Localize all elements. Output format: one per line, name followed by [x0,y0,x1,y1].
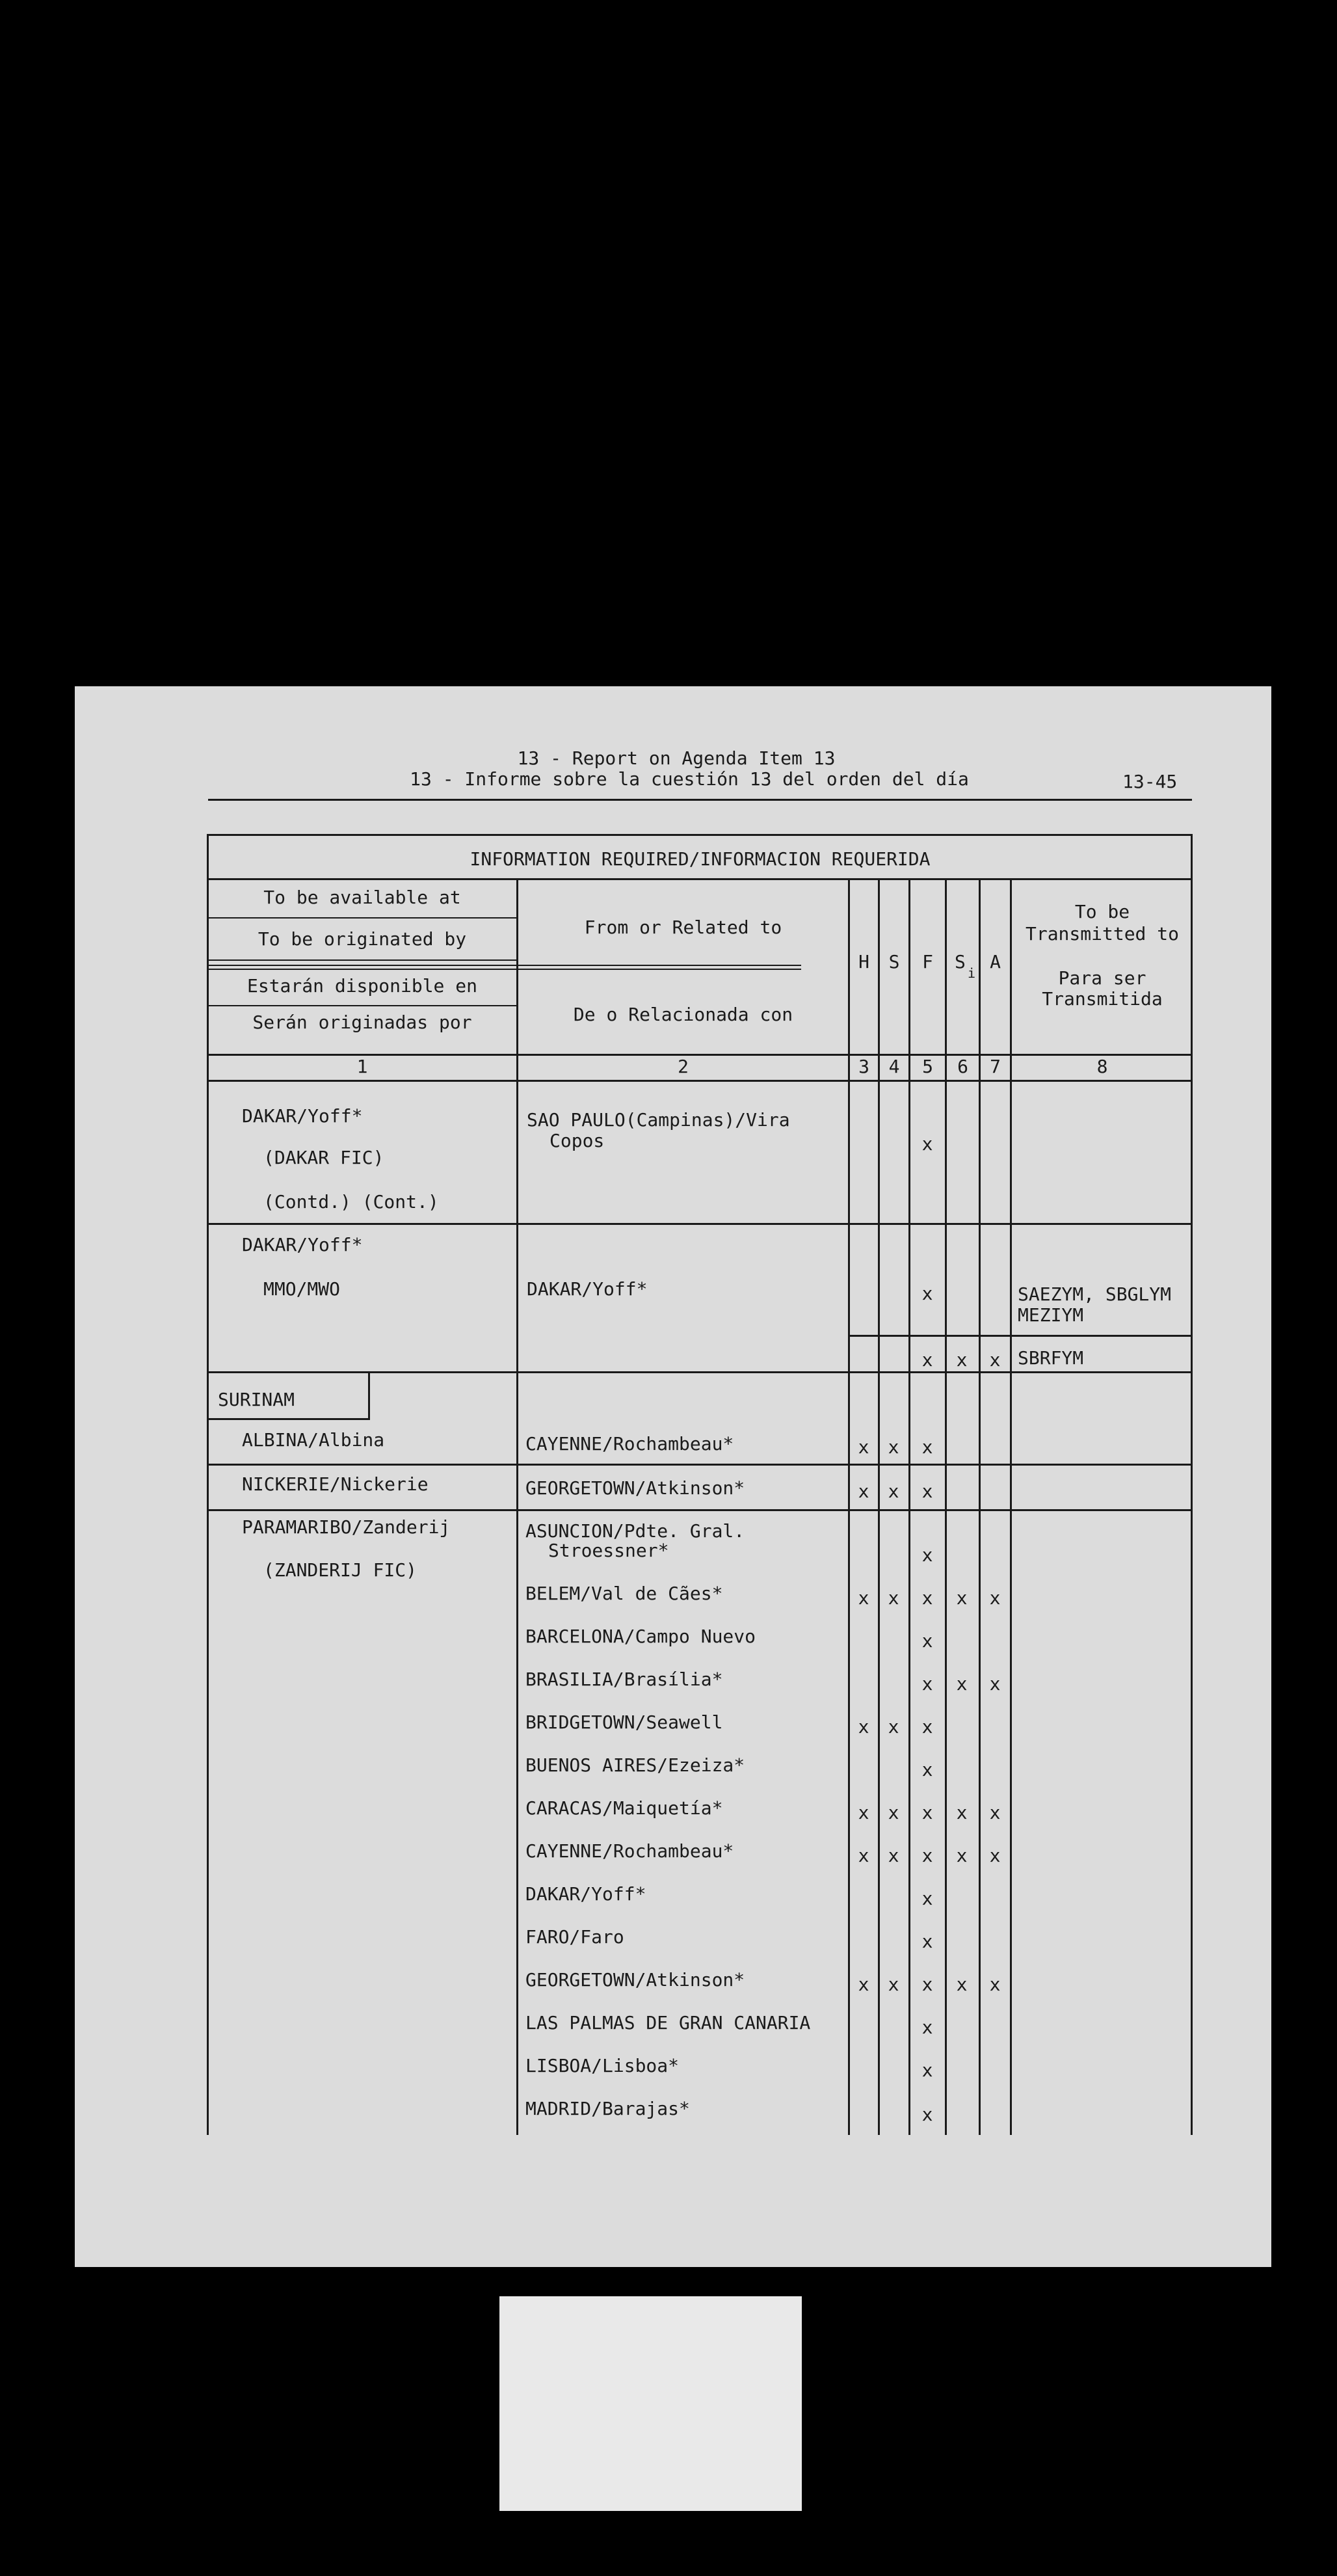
col-number-5: 5 [922,1056,933,1077]
mark-f: x [921,1544,933,1566]
source-barcelona: BARCELONA/Campo Nuevo [525,1626,756,1647]
sub-row-rule [848,1335,1193,1337]
mark-h: x [858,1436,869,1458]
mark-si: x [956,1974,968,1995]
mark-f: x [921,1349,933,1371]
mark-s: x [888,1802,899,1823]
col2-from-related: From or Related to [584,917,782,938]
nickerie-source: GEORGETOWN/Atkinson* [525,1477,745,1499]
mark-f: x [921,1716,933,1737]
col-si-header: S [955,951,966,973]
col-number-4: 4 [888,1056,900,1077]
mark-f: x [921,2104,933,2125]
mark-a: x [989,1673,1001,1695]
albina-source: CAYENNE/Rochambeau* [525,1433,734,1455]
header-double-rule-a [208,965,801,966]
mark-f: x [921,1673,933,1695]
source-bridgetown: BRIDGETOWN/Seawell [525,1711,723,1733]
mark-h: x [858,1587,869,1609]
row-rule [207,1509,1193,1511]
table-right-border [1191,834,1193,2135]
mark-s: x [888,1587,899,1609]
mark-f: x [921,1481,933,1502]
col-s-header: S [888,951,900,973]
sao-paulo-source-2: Copos [549,1130,605,1151]
mark-f: x [921,1845,933,1866]
source-brasilia: BRASILIA/Brasília* [525,1669,723,1690]
source-cayenne: CAYENNE/Rochambeau* [525,1840,734,1862]
table-top-border [207,834,1193,836]
section-box-right [368,1373,370,1419]
col-f-header: F [922,951,933,973]
nickerie-origin: NICKERIE/Nickerie [242,1473,429,1495]
mark-f: x [921,1931,933,1952]
mark-f: x [921,2017,933,2038]
col1-rule-1 [208,917,518,919]
mark-f: x [921,2059,933,2081]
blank-card [499,2296,802,2511]
table-title: INFORMATION REQUIRED/INFORMACION REQUERIDA [470,848,931,870]
mark-f: x [921,1888,933,1909]
row-rule [207,1371,1193,1373]
mark-f: x [921,1802,933,1823]
source-madrid: MADRID/Barajas* [525,2098,690,2119]
row-rule [207,1464,1193,1466]
col1-seran: Serán originadas por [252,1012,472,1033]
number-row-bottom [207,1080,1193,1082]
mark-f: x [921,1759,933,1780]
title-rule [207,878,1193,880]
mark-h: x [858,1974,869,1995]
mark-a: x [989,1974,1001,1995]
dakar-yoff-source: DAKAR/Yoff* [527,1278,648,1300]
col-number-7: 7 [990,1056,1001,1077]
col1-rule-2 [208,959,518,961]
col8-para-ser: Para ser [1058,967,1146,989]
section-surinam: SURINAM [218,1389,295,1410]
mark-f: x [921,1283,933,1304]
col8-transmitida: Transmitida [1042,988,1163,1010]
mark-a: x [989,1349,1001,1371]
header-line-2: 13 - Informe sobre la cuestión 13 del orden del día [410,768,969,790]
col-number-3: 3 [858,1056,869,1077]
section-box-bottom [207,1418,370,1420]
col2-de-relacionada: De o Relacionada con [573,1004,793,1025]
mark-s: x [888,1436,899,1458]
sao-paulo-source-1: SAO PAULO(Campinas)/Vira [527,1109,790,1131]
dakar-contd: (Contd.) (Cont.) [263,1191,439,1213]
mark-h: x [858,1802,869,1823]
mark-h: x [858,1481,869,1502]
dakar-fic: (DAKAR FIC) [263,1147,384,1168]
mark-h: x [858,1845,869,1866]
page-number: 13-45 [1122,771,1178,792]
zanderij-fic: (ZANDERIJ FIC) [263,1559,417,1581]
row-rule [207,1223,1193,1225]
source-asuncion: ASUNCION/Pdte. Gral. [525,1520,745,1542]
col-si-subscript: i [968,965,976,981]
mark-si: x [956,1349,968,1371]
mmo-mwo: MMO/MWO [263,1278,341,1300]
col-h-header: H [858,951,869,973]
albina-origin: ALBINA/Albina [242,1429,385,1451]
mark-si: x [956,1587,968,1609]
mark-si: x [956,1802,968,1823]
source-georgetown: GEORGETOWN/Atkinson* [525,1969,745,1991]
mark-f: x [921,1974,933,1995]
header-double-rule-b [208,969,801,970]
mark-s: x [888,1845,899,1866]
source-buenos-aires: BUENOS AIRES/Ezeiza* [525,1754,745,1776]
col1-rule-3 [208,1005,518,1006]
mark-f: x [921,1630,933,1652]
dakar-yoff-origin-1: DAKAR/Yoff* [242,1105,363,1127]
source-belem: BELEM/Val de Cães* [525,1583,723,1604]
source-dakar: DAKAR/Yoff* [525,1883,646,1905]
mark-f: x [921,1133,933,1155]
col1-available-at: To be available at [263,887,461,908]
col1-estaran: Estarán disponible en [246,975,477,997]
mark-s: x [888,1481,899,1502]
mark-si: x [956,1845,968,1866]
mark-s: x [888,1716,899,1737]
transmit-meziym: MEZIYM [1018,1304,1084,1326]
mark-si: x [956,1673,968,1695]
mark-s: x [888,1974,899,1995]
header-rule [208,799,1192,801]
col-number-8: 8 [1096,1056,1108,1077]
number-row-top [207,1054,1193,1056]
header-line-1: 13 - Report on Agenda Item 13 [517,747,836,769]
transmit-sbrfym: SBRFYM [1018,1347,1084,1369]
transmit-saezym: SAEZYM, SBGLYM [1018,1283,1172,1305]
mark-f: x [921,1436,933,1458]
mark-f: x [921,1587,933,1609]
mark-a: x [989,1802,1001,1823]
mark-a: x [989,1845,1001,1866]
source-stroessner: Stroessner* [548,1540,669,1561]
dakar-yoff-origin-2: DAKAR/Yoff* [242,1234,363,1255]
source-caracas: CARACAS/Maiquetía* [525,1797,723,1819]
col-number-1: 1 [356,1056,368,1077]
col8-to-be: To be [1074,901,1130,922]
col-a-header: A [990,951,1001,973]
col1-originated-by: To be originated by [258,928,467,950]
source-lisboa: LISBOA/Lisboa* [525,2055,680,2076]
mark-a: x [989,1587,1001,1609]
paramaribo-origin: PARAMARIBO/Zanderij [242,1516,451,1538]
source-faro: FARO/Faro [525,1926,624,1948]
col-number-6: 6 [957,1056,968,1077]
col8-transmitted-to: Transmitted to [1025,923,1179,945]
source-las-palmas: LAS PALMAS DE GRAN CANARIA [525,2012,811,2033]
col-number-2: 2 [678,1056,689,1077]
mark-h: x [858,1716,869,1737]
